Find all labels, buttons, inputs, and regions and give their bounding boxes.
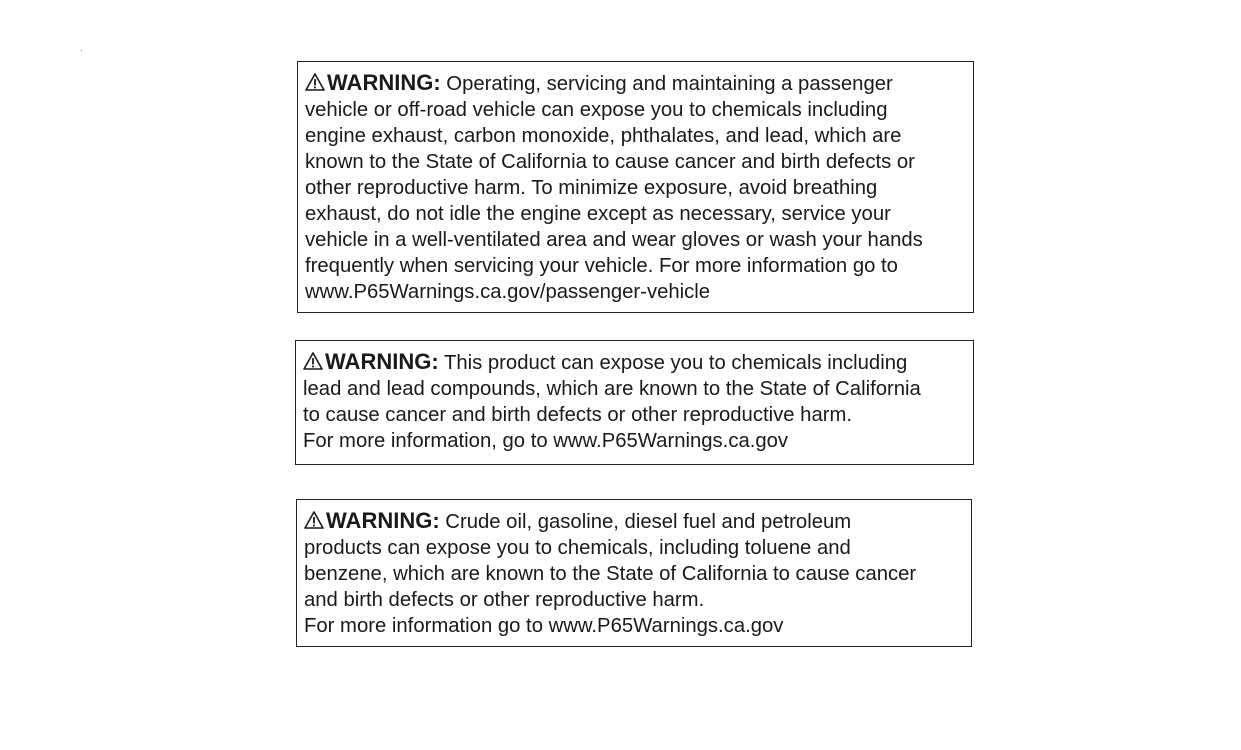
warning-box-lead — [295, 340, 974, 465]
warning-url-line: For more information go to www.P65Warnings.ca.gov — [304, 615, 784, 637]
warning-text-line: vehicle or off-road vehicle can expose you to chemicals including — [305, 99, 888, 121]
warning-url-line: www.P65Warnings.ca.gov/passenger-vehicle — [305, 281, 711, 303]
warning-heading: WARNING: — [326, 508, 440, 533]
warning-text-line: vehicle in a well-ventilated area and wear gloves or wash your hands — [305, 229, 923, 251]
warning-text-line: frequently when servicing your vehicle. For more information go to — [305, 255, 898, 277]
warning-first-line — [303, 349, 967, 376]
warning-url-line: For more information, go to www.P65Warnings.ca.gov — [303, 430, 789, 452]
warning-text-line: benzene, which are known to the State of California to cause cancer — [304, 563, 917, 585]
warning-text-line: lead and lead compounds, which are known to the State of California — [303, 378, 921, 400]
warning-heading: WARNING: — [327, 70, 441, 95]
warning-text-line: exhaust, do not idle the engine except as necessary, service your — [305, 203, 891, 225]
warning-text-line: Crude oil, gasoline, diesel fuel and petroleum — [445, 511, 852, 533]
warning-text-line: and birth defects or other reproductive harm. — [304, 589, 705, 611]
warning-text-line: to cause cancer and birth defects or other reproductive harm. — [303, 404, 853, 426]
warning-triangle-icon — [303, 352, 323, 370]
warning-text-line: This product can expose you to chemicals including — [443, 352, 908, 374]
warning-heading: WARNING: — [325, 349, 439, 374]
warning-box-petroleum — [296, 499, 972, 647]
warning-text-line: other reproductive harm. To minimize exposure, avoid breathing — [305, 177, 878, 199]
warning-text-line: known to the State of California to cause cancer and birth defects or — [305, 151, 915, 173]
warning-text-line: products can expose you to chemicals, including toluene and — [304, 537, 851, 559]
warning-box-passenger-vehicle — [297, 61, 974, 313]
warning-text-line: Operating, servicing and maintaining a passenger — [446, 73, 893, 95]
warning-first-line — [304, 508, 965, 535]
warning-text-line: engine exhaust, carbon monoxide, phthalates, and lead, which are — [305, 125, 902, 147]
warning-triangle-icon — [305, 73, 325, 91]
scan-speck — [81, 50, 82, 51]
warning-first-line — [305, 70, 967, 97]
warning-triangle-icon — [304, 511, 324, 529]
